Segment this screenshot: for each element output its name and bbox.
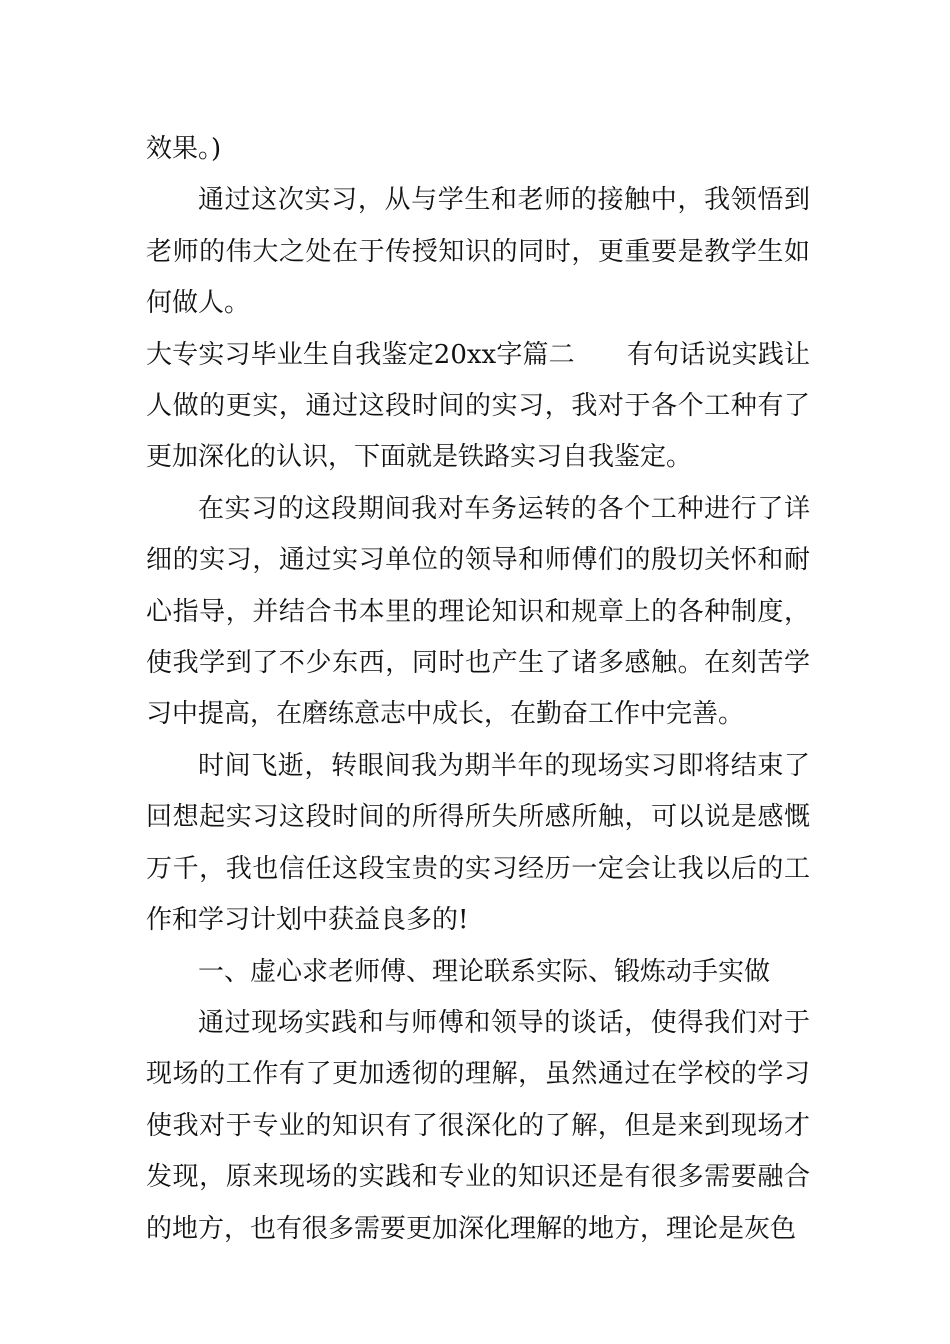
paragraph-4: 在实习的这段期间我对车务运转的各个工种进行了详细的实习，通过实习单位的领导和师傅们的殷切关怀和耐心指导，并结合书本里的理论知识和规章上的各种制度，使我学到了不少东西，同时也产生了诸多感触。在刻苦学习中提高，在磨练意志中成长，在勤奋工作中完善。: [146, 493, 810, 730]
paragraph-1: 效果。): [146, 134, 222, 164]
document-body: [146, 124, 810, 1255]
subheading-1: 一、虚心求老师傅、理论联系实际、锻炼动手实做: [198, 956, 771, 987]
paragraph-6: 通过现场实践和与师傅和领导的谈话，使得我们对于现场的工作有了更加透彻的理解，虽然通过在学校的学习使我对于专业的知识有了很深化的了解，但是来到现场才发现，原来现场的实践和专业的知识还是有很多需要融合的地方，也有很多需要更加深化理解的地方，理论是灰色: [146, 1007, 810, 1244]
paragraph-3-text: 有句话说实践让人做的更实，通过这段时间的实习，我对于各个工种有了更加深化的认识，下面就是铁路实习自我鉴定。: [146, 339, 810, 473]
paragraph-3: [146, 330, 810, 484]
paragraph-5: 时间飞逝，转眼间我为期半年的现场实习即将结束了回想起实习这段时间的所得所失所感所触，可以说是感慨万千，我也信任这段宝贵的实习经历一定会让我以后的工作和学习计划中获益良多的!: [146, 750, 810, 936]
paragraph-2: 通过这次实习，从与学生和老师的接触中，我领悟到老师的伟大之处在于传授知识的同时，更重要是教学生如何做人。: [146, 185, 810, 319]
section-heading: 大专实习毕业生自我鉴定20xx字篇二: [146, 339, 575, 370]
